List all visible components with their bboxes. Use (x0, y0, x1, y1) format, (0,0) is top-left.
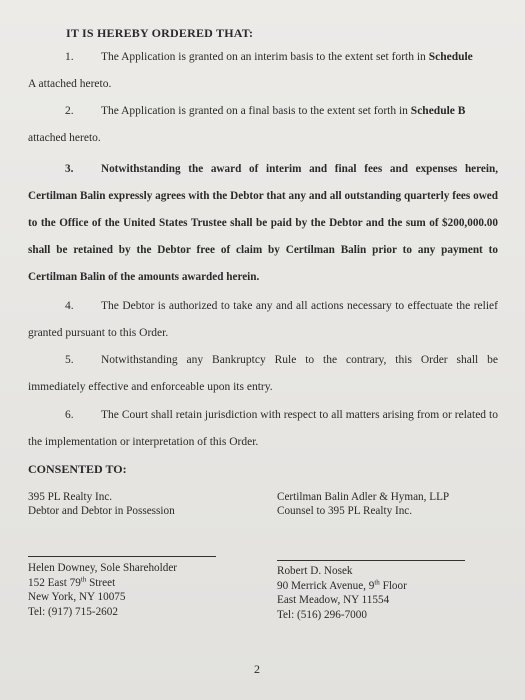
paragraph-text: The Debtor is authorized to take any and all actions necessary to effectuate the relief granted pursuant to this Order. (28, 300, 498, 339)
paragraph-2 (28, 98, 498, 152)
paragraph-number: 6. (65, 409, 74, 421)
address-number: 152 East 79 (28, 576, 81, 589)
paragraph-number: 2. (65, 105, 74, 117)
page-number: 2 (254, 662, 260, 676)
signer-name: Helen Downey, Sole Shareholder (28, 562, 178, 574)
debtor-name: 395 PL Realty Inc. (28, 491, 113, 503)
counsel-role: Counsel to 395 PL Realty Inc. (277, 505, 413, 517)
debtor-party-block (28, 490, 175, 518)
address-number: 90 Merrick Avenue, 9 (277, 579, 375, 592)
paragraph-number: 3. (65, 163, 74, 175)
paragraph-text: Notwithstanding any Bankruptcy Rule to the contrary, this Order shall be immediately effective and enforceable upon its entry. (28, 354, 498, 393)
paragraph-1 (28, 44, 498, 98)
paragraph-text: Notwithstanding the award of interim and final fees and expenses herein, Certilman Balin expressly agrees with the Debtor that any and all outstanding quarterly fees owed to the Office of the United States Trustee shall be paid by the Debtor and the sum of $200,000.00 shall be retained by the Debtor free of claim by Certilman Balin prior to any payment to Certilman Balin of the amounts awarded herein. (28, 163, 498, 283)
counsel-firm: Certilman Balin Adler & Hyman, LLP (277, 491, 450, 503)
order-heading: IT IS HEREBY ORDERED THAT: (66, 26, 254, 40)
paragraph-text: The Application is granted on an interim basis to the extent set forth in (101, 51, 429, 63)
paragraph-number: 4. (65, 300, 74, 312)
signer-address (277, 579, 407, 594)
paragraph-text: The Court shall retain jurisdiction with respect to all matters arising from or related to the implementation or interpretation of this Order. (28, 409, 498, 448)
signer-phone: Tel: (917) 715-2602 (28, 605, 118, 618)
paragraph-number: 1. (65, 51, 74, 63)
counsel-signature-block (277, 564, 407, 622)
debtor-role: Debtor and Debtor in Possession (28, 505, 175, 517)
paragraph-text-line2: attached hereto. (28, 132, 101, 144)
signer-phone: Tel: (516) 296-7000 (277, 608, 367, 621)
debtor-signature-block (28, 561, 177, 619)
address-street: Street (86, 576, 116, 589)
address-floor: Floor (379, 579, 407, 592)
address-suffix: th (80, 574, 87, 583)
paragraph-number: 5. (65, 354, 74, 366)
consented-heading: CONSENTED TO: (28, 462, 127, 476)
paragraph-text-line2: A attached hereto. (28, 78, 112, 90)
signer-city: New York, NY 10075 (28, 591, 126, 603)
paragraph-bold-ref: Schedule (428, 51, 473, 63)
paragraph-6 (28, 402, 498, 456)
signer-address (28, 576, 177, 591)
signer-city: East Meadow, NY 11554 (277, 594, 390, 606)
signer-name: Robert D. Nosek (277, 565, 353, 577)
address-suffix: th (374, 577, 380, 586)
counsel-signature-line (277, 560, 465, 561)
paragraph-5 (28, 347, 498, 401)
paragraph-3 (28, 156, 498, 291)
paragraph-4 (28, 293, 498, 347)
paragraph-bold-ref: Schedule B (410, 105, 466, 117)
debtor-signature-line (28, 556, 216, 557)
counsel-party-block (277, 490, 449, 518)
paragraph-text: The Application is granted on a final basis to the extent set forth in (101, 105, 411, 117)
